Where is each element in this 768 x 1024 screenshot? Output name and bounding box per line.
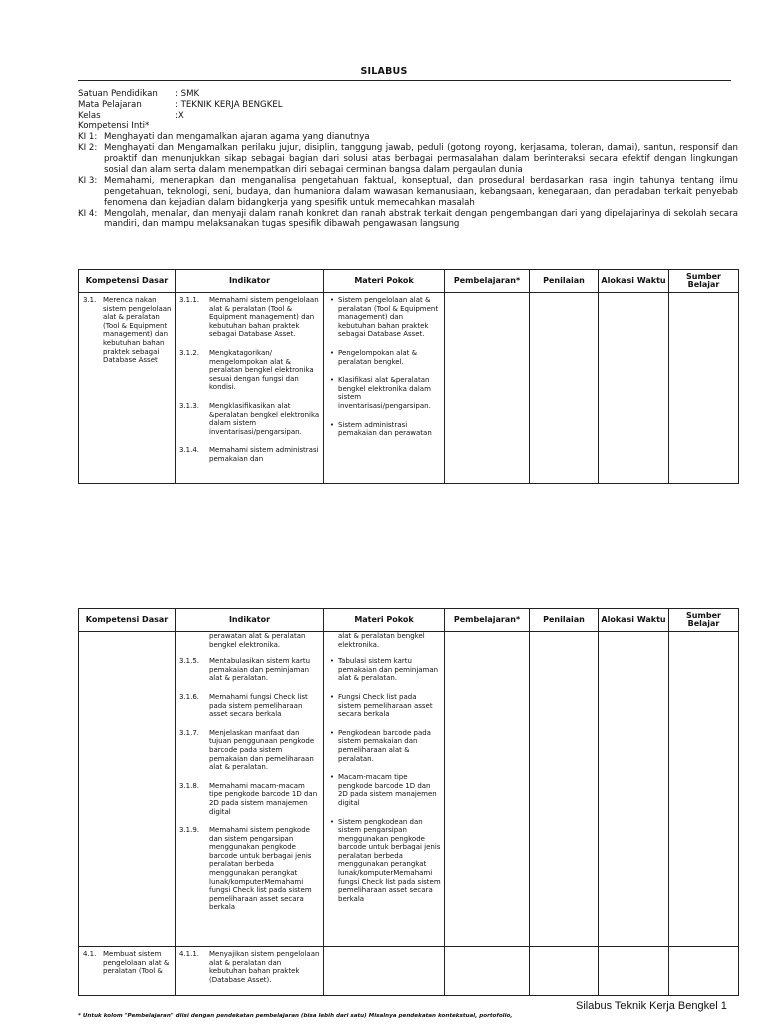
kd-text: Merenca nakan sistem pengelolaan alat & peralatan (Tool & Equipment management) dan kebutuhan bahan praktek sebagai Database Asset — [103, 296, 172, 365]
header-sumber-belajar: Sumber Belajar — [669, 270, 739, 293]
indikator-item — [176, 657, 323, 683]
indikator-number: 3.1.6. — [179, 692, 200, 701]
indikator-item — [176, 349, 323, 392]
materi-item — [324, 296, 444, 339]
bullet-icon: • — [329, 296, 335, 304]
indikator-text: Mentabulasikan sistem kartu pemakaian dan peminjaman alat & peralatan. — [209, 657, 311, 683]
meta-row — [78, 100, 738, 111]
header-materi-pokok: Materi Pokok — [324, 609, 445, 632]
alokasi-cell — [599, 632, 669, 947]
indikator-text: Memahami sistem pengelolaan alat & peralatan (Tool & Equipment management) dan kebutuhan bahan praktek sebagai Database Asset. — [209, 296, 319, 339]
header-sumber-belajar: Sumber Belajar — [669, 609, 739, 632]
indikator-number: 3.1.8. — [179, 781, 200, 790]
indikator-text: Mengkatagorikan/ mengelompokan alat & peralatan bengkel elektronika sesuai dengan fungsi dan kondisi. — [209, 348, 314, 392]
materi-continued — [324, 632, 444, 649]
indikator-text: Mengklasifikasikan alat &peralatan bengkel elektronika dalam sistem inventarisasi/pengarsipan. — [209, 401, 320, 436]
penilaian-cell — [530, 293, 599, 484]
indikator-list — [176, 632, 323, 946]
meta-row — [78, 89, 738, 100]
page-title: SILABUS — [360, 66, 408, 77]
materi-cell — [324, 947, 445, 996]
table-row — [79, 632, 739, 947]
table-header-row — [79, 270, 739, 293]
header-pembelajaran: Pembelajaran* — [445, 609, 530, 632]
indikator-cell — [176, 293, 324, 484]
sumber-cell — [669, 632, 739, 947]
materi-text: Pengelompokan alat & peralatan bengkel. — [338, 348, 418, 366]
materi-text: Klasifikasi alat &peralatan bengkel elektronika dalam sistem inventarisasi/pengarsipan. — [338, 376, 431, 410]
materi-text: Tabulasi sistem kartu pemakaian dan peminjaman alat & peralatan. — [338, 657, 439, 683]
indikator-list — [176, 947, 323, 995]
syllabus-table-2 — [78, 608, 739, 996]
header-alokasi-waktu: Alokasi Waktu — [599, 609, 669, 632]
title-divider — [78, 80, 731, 81]
materi-text: Sistem pengkodean dan sistem pengarsipan menggunakan pengkode barcode untuk berbagai jenis peralatan berbeda menggunakan perangkat lunak/komputerMemahami fungsi Check list pada sistem pemeliharaan asset secara berkala — [338, 817, 441, 903]
indikator-text: Memahami fungsi Check list pada sistem pemeliharaan asset secara berkala — [209, 692, 308, 719]
ki-number: KI 4: — [78, 208, 98, 219]
indikator-item — [176, 296, 323, 339]
meta-key: Mata Pelajaran — [78, 99, 142, 110]
indikator-number: 4.1.1. — [179, 950, 200, 958]
indikator-number: 3.1.9. — [179, 826, 200, 835]
header-materi-pokok: Materi Pokok — [324, 270, 445, 293]
ki-item — [78, 143, 738, 176]
page-footer-label: Silabus Teknik Kerja Bengkel 1 — [576, 1000, 727, 1012]
kd-number: 4.1. — [83, 950, 97, 958]
indikator-item — [176, 729, 323, 772]
indikator-number: 3.1.4. — [179, 446, 200, 455]
materi-item — [324, 773, 444, 807]
table-row — [79, 947, 739, 996]
kompetensi-inti-label: Kompetensi Inti* — [78, 121, 150, 132]
header-indikator: Indikator — [176, 609, 324, 632]
syllabus-table-1 — [78, 269, 739, 484]
ki-item — [78, 209, 738, 231]
indikator-number: 3.1.2. — [179, 348, 200, 357]
ki-text: Mengolah, menalar, dan menyaji dalam ranah konkret dan ranah abstrak terkait dengan pengembangan dari yang dipelajarinya di sekolah secara mandiri, dan mampu melaksanakan tugas spesifik dibawah pengawasan langsung — [104, 208, 738, 230]
materi-text: Fungsi Check list pada sistem pemeliharaan asset secara berkala — [338, 692, 433, 719]
bullet-icon: • — [329, 348, 335, 357]
alokasi-cell — [599, 947, 669, 996]
header-indikator: Indikator — [176, 270, 324, 293]
bullet-icon: • — [329, 728, 335, 737]
meta-row — [78, 111, 738, 122]
table-row — [79, 293, 739, 484]
indikator-number: 3.1.3. — [179, 401, 200, 410]
indikator-item — [176, 950, 323, 984]
table-header-row — [79, 609, 739, 632]
bullet-icon: • — [329, 420, 335, 429]
indikator-item — [176, 402, 323, 436]
indikator-number: 3.1.5. — [179, 657, 200, 666]
indikator-list — [176, 293, 323, 483]
kd-text: Membuat sistem pengelolaan alat & peralatan (Tool & — [103, 950, 170, 976]
indikator-number: 3.1.1. — [179, 296, 200, 304]
header-penilaian: Penilaian — [530, 270, 599, 293]
materi-text: Macam-macam tipe pengkode barcode 1D dan 2D pada sistem manajemen digital — [338, 773, 437, 807]
materi-item — [324, 818, 444, 904]
header-pembelajaran: Pembelajaran* — [445, 270, 530, 293]
ki-number: KI 3: — [78, 175, 98, 186]
materi-list — [324, 293, 444, 483]
bullet-icon: • — [329, 376, 335, 385]
kd-cell — [79, 947, 176, 996]
meta-key: Satuan Pendidikan — [78, 89, 158, 99]
kd-item — [79, 293, 175, 365]
ki-item — [78, 132, 738, 143]
pembelajaran-cell — [445, 293, 530, 484]
indikator-cell — [176, 947, 324, 996]
bullet-icon: • — [329, 692, 335, 701]
ki-text: Memahami, menerapkan dan menganalisa pengetahuan faktual, konseptual, dan prosedural berdasarkan rasa ingin tahunya tentang ilmu pengetahuan, teknologi, seni, budaya, dan humaniora dalam wawasan kemanusiaan, kebangsaan, kenegaraan, dan peradaban terkait penyebab fenomena dan kejadian dalam bidangkerja yang spesifik untuk memecahkan masalah — [104, 175, 738, 208]
meta-value: : SMK — [175, 89, 200, 99]
indikator-item — [176, 782, 323, 816]
kd-item — [79, 947, 175, 995]
kd-number: 3.1. — [83, 296, 97, 304]
meta-key: Kelas — [78, 110, 101, 121]
penilaian-cell — [530, 947, 599, 996]
bullet-icon: • — [329, 817, 335, 826]
header-alokasi-waktu: Alokasi Waktu — [599, 270, 669, 293]
indikator-number: 3.1.7. — [179, 728, 200, 737]
alokasi-cell — [599, 293, 669, 484]
penilaian-cell — [530, 632, 599, 947]
materi-cell — [324, 632, 445, 947]
materi-item — [324, 421, 444, 438]
header-penilaian: Penilaian — [530, 609, 599, 632]
header-kompetensi-dasar: Kompetensi Dasar — [79, 270, 176, 293]
ki-number: KI 1: — [78, 132, 98, 143]
indikator-text: Menyajikan sistem pengelolaan alat & peralatan dan kebutuhan bahan praktek (Database Asset). — [209, 950, 320, 984]
materi-item — [324, 376, 444, 410]
materi-item — [324, 693, 444, 719]
materi-list — [324, 632, 444, 946]
meta-value: :X — [175, 110, 184, 121]
pembelajaran-cell — [445, 632, 530, 947]
ki-number: KI 2: — [78, 143, 98, 154]
materi-cell — [324, 293, 445, 484]
materi-item — [324, 657, 444, 683]
pembelajaran-cell — [445, 947, 530, 996]
sumber-cell — [669, 947, 739, 996]
materi-text: Sistem pengelolaan alat & peralatan (Tool & Equipment management) dan kebutuhan bahan praktek sebagai Database Asset. — [338, 296, 439, 339]
kd-cell — [79, 632, 176, 947]
bullet-icon: • — [329, 773, 335, 782]
indikator-continued — [176, 632, 323, 649]
ki-text: Menghayati dan Mengamalkan perilaku jujur, disiplin, tanggung jawab, peduli (gotong royong, kerjasama, toleran, damai), santun, responsif dan proaktif dan menunjukkan sikap sebagai bagian dari solusi atas berbagai permasalahan dalam berinteraksi secara efektif dengan lingkungan sosial dan alam serta dalam menempatkan diri sebagai cerminan bangsa dalam pergaulan dunia — [104, 143, 738, 175]
bullet-icon: • — [329, 657, 335, 666]
materi-item — [324, 349, 444, 366]
indikator-text: Memahami sistem pengkode dan sistem pengarsipan menggunakan pengkode barcode untuk berbagai jenis peralatan berbeda menggunakan perangkat lunak/komputerMemahami fungsi Check list pada sistem pemeliharaan asset secara berkala — [209, 826, 312, 912]
ki-text: Menghayati dan mengamalkan ajaran agama yang dianutnya — [104, 132, 370, 143]
indikator-cell — [176, 632, 324, 947]
indikator-item — [176, 446, 323, 463]
materi-item — [324, 729, 444, 763]
indikator-text: perawatan alat & peralatan bengkel elektronika. — [209, 632, 306, 649]
materi-text: alat & peralatan bengkel elektronika. — [338, 632, 425, 649]
materi-text: Pengkodean barcode pada sistem pemakaian dan pemeliharaan alat & peralatan. — [338, 728, 431, 763]
indikator-text: Memahami sistem administrasi pemakaian dan — [209, 446, 319, 463]
indikator-text: Menjelaskan manfaat dan tujuan penggunaan pengkode barcode pada sistem pemakaian dan pemeliharaan alat & peralatan. — [209, 728, 315, 772]
sumber-cell — [669, 293, 739, 484]
header-kompetensi-dasar: Kompetensi Dasar — [79, 609, 176, 632]
indikator-item — [176, 693, 323, 719]
indikator-text: Memahami macam-macam tipe pengkode barcode 1D dan 2D pada sistem manajemen digital — [209, 781, 318, 816]
kd-cell — [79, 293, 176, 484]
footnote: * Untuk kolom "Pembelajaran" diisi dengan pendekatan pembelajaran (bisa lebih dari satu) Misalnya pendekatan kontekstual, portofolio, — [78, 1013, 513, 1019]
header-info — [78, 89, 738, 230]
materi-text: Sistem administrasi pemakaian dan perawatan — [338, 420, 432, 438]
ki-item — [78, 176, 738, 209]
meta-value: : TEKNIK KERJA BENGKEL — [175, 99, 283, 110]
indikator-item — [176, 826, 323, 912]
